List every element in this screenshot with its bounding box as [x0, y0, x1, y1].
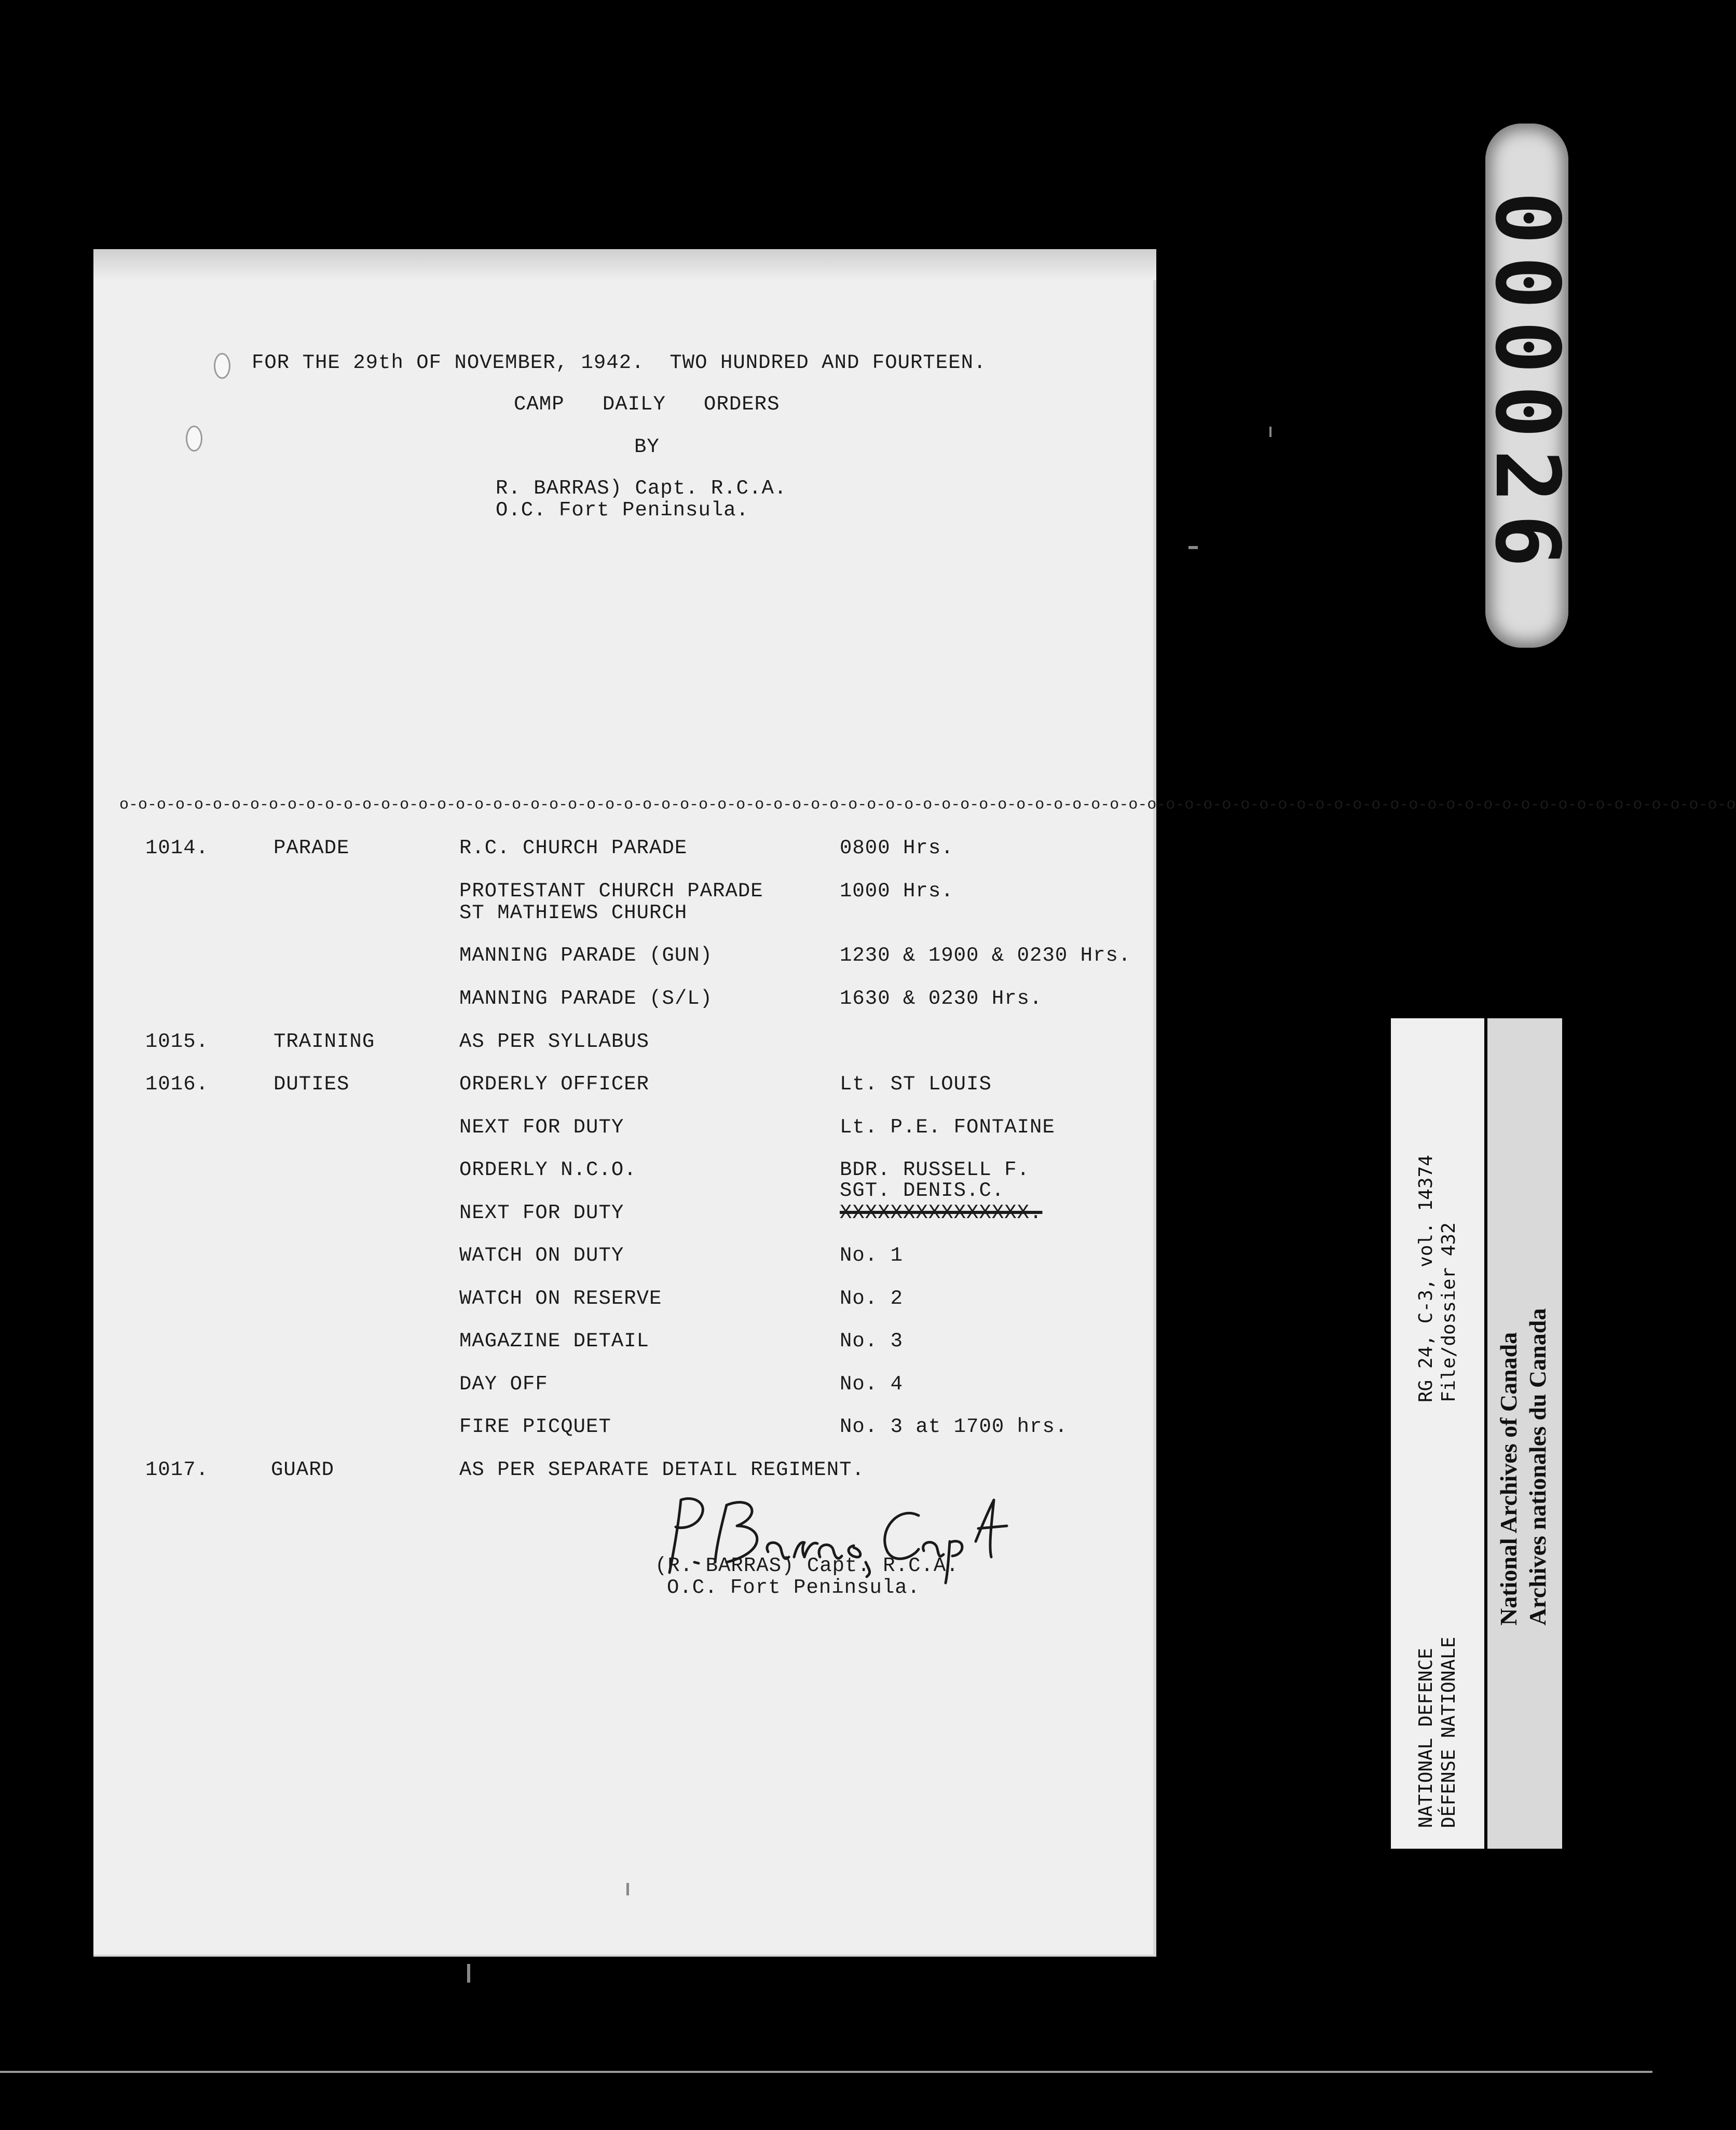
scan-speck	[1188, 546, 1198, 549]
struck-out-text: XXXXXXXXXXXXXXX.	[840, 1201, 1043, 1224]
order-section: PARADE	[274, 837, 350, 859]
order-item: PROTESTANT CHURCH PARADE	[459, 880, 763, 903]
duty-item: DAY OFF	[459, 1373, 548, 1396]
order-item: MANNING PARADE (GUN)	[459, 944, 713, 967]
duty-value: Lt. P.E. FONTAINE	[840, 1116, 1055, 1139]
archive-name-fr: Archives nationales du Canada	[1524, 1308, 1551, 1626]
order-section: TRAINING	[274, 1030, 375, 1053]
order-section: DUTIES	[274, 1073, 350, 1096]
scan-speck	[626, 1883, 629, 1895]
duty-value: Lt. ST LOUIS	[840, 1073, 992, 1096]
duty-value: SGT. DENIS.C.	[840, 1179, 1005, 1202]
order-item: R.C. CHURCH PARADE	[459, 837, 688, 859]
duty-item: NEXT FOR DUTY	[459, 1116, 624, 1139]
handwritten-signature	[649, 1484, 1043, 1588]
duty-item: FIRE PICQUET	[459, 1415, 611, 1438]
duty-item: NEXT FOR DUTY	[459, 1201, 624, 1224]
archive-file: File/dossier 432	[1438, 1222, 1459, 1402]
order-item: AS PER SEPARATE DETAIL REGIMENT.	[459, 1458, 865, 1481]
duty-value: No. 4	[840, 1373, 904, 1396]
archive-label-institution	[1487, 1018, 1562, 1849]
order-value: 1630 & 0230 Hrs.	[840, 987, 1043, 1010]
frame-number: 000026	[1475, 191, 1578, 579]
order-number: 1015.	[145, 1030, 209, 1053]
archive-name-en: National Archives of Canada	[1495, 1332, 1522, 1626]
archive-department-fr: DÉFENSE NATIONALE	[1438, 1636, 1459, 1828]
order-heading-officer: R. BARRAS) Capt. R.C.A.	[496, 477, 787, 500]
duty-item: MAGAZINE DETAIL	[459, 1330, 650, 1353]
scan-speck	[1269, 427, 1272, 437]
order-number: 1017.	[145, 1458, 209, 1481]
signature-title: O.C. Fort Peninsula.	[667, 1576, 921, 1599]
order-item: ST MATHIEWS CHURCH	[459, 902, 688, 924]
order-number: 1016.	[145, 1073, 209, 1096]
order-value: 0800 Hrs.	[840, 837, 954, 859]
order-number: 1014.	[145, 837, 209, 859]
order-heading-title: CAMP DAILY ORDERS	[514, 393, 780, 416]
scan-speck	[467, 1964, 470, 1983]
duty-item: WATCH ON RESERVE	[459, 1287, 662, 1310]
archive-department-en: NATIONAL DEFENCE	[1415, 1648, 1437, 1828]
archive-reference: RG 24, C-3, vol. 14374	[1415, 1155, 1437, 1402]
order-value: 1230 & 1900 & 0230 Hrs.	[840, 944, 1131, 967]
order-section: GUARD	[271, 1458, 335, 1481]
duty-value: BDR. RUSSELL F.	[840, 1158, 1030, 1181]
punch-hole	[186, 426, 202, 452]
punch-hole	[214, 353, 230, 379]
archive-label	[1391, 1018, 1484, 1849]
separator-line: o-o-o-o-o-o-o-o-o-o-o-o-o-o-o-o-o-o-o-o-o-o-o-o-o-o-o-o-o-o-o-o-o-o-o-o-o-o-o-o-o-o-o-o-o-o-o-o-o-o-o-o-o-o-o-o-o-o-o-o-o-o-o-o-o-o-o-o-o-o-o-o-o-o-o-o-o-o-o-o-o-o-o-o-o-o-o	[119, 796, 1736, 814]
order-item: MANNING PARADE (S/L)	[459, 987, 713, 1010]
duty-item: ORDERLY N.C.O.	[459, 1158, 637, 1181]
order-value: 1000 Hrs.	[840, 880, 954, 903]
order-heading-date: FOR THE 29th OF NOVEMBER, 1942. TWO HUNDRED AND FOURTEEN.	[252, 351, 987, 374]
duty-item: WATCH ON DUTY	[459, 1244, 624, 1267]
signature-name: (R. BARRAS) Capt. R.C.A.	[655, 1554, 959, 1577]
duty-value: No. 1	[840, 1244, 904, 1267]
order-heading-command: O.C. Fort Peninsula.	[496, 499, 749, 522]
order-item: AS PER SYLLABUS	[459, 1030, 650, 1053]
order-heading-by: BY	[634, 435, 660, 458]
duty-item: ORDERLY OFFICER	[459, 1073, 650, 1096]
duty-value: No. 3 at 1700 hrs.	[840, 1415, 1068, 1438]
scan-edge-line	[0, 2071, 1652, 2073]
duty-value: No. 2	[840, 1287, 904, 1310]
duty-value: No. 3	[840, 1330, 904, 1353]
